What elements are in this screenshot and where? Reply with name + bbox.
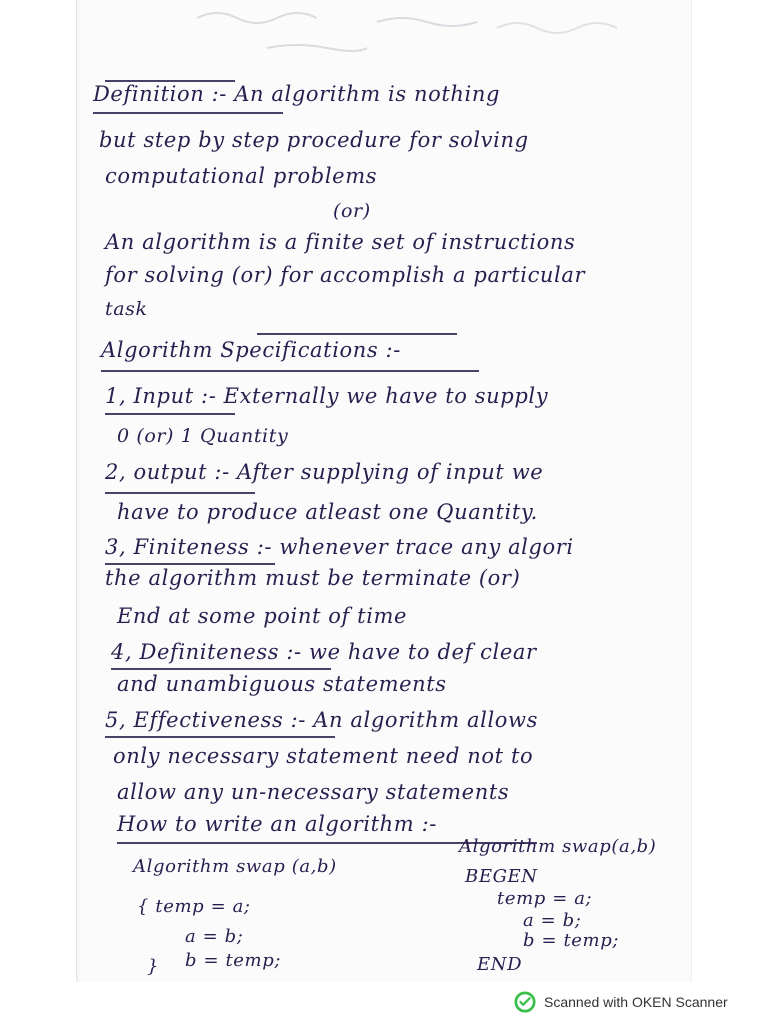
code-right-line-5: b = temp; [523, 930, 619, 951]
code-left-line-4: b = temp; [185, 950, 281, 971]
specifications-overline [257, 333, 457, 335]
code-left-line-3: a = b; [185, 926, 244, 947]
spec-input-line-2: 0 (or) 1 Quantity [117, 425, 289, 447]
definition-alt-line-1: An algorithm is a finite set of instructions [105, 230, 576, 254]
spec-effectiveness-line-1: 5, Effectiveness :- An algorithm allows [105, 708, 538, 732]
definition-line-3: computational problems [105, 164, 378, 188]
or-separator: (or) [333, 200, 371, 222]
specifications-heading: Algorithm Specifications :- [101, 338, 401, 362]
effectiveness-underline [105, 736, 335, 738]
definiteness-underline [111, 668, 331, 670]
ghost-scribble-top [77, 0, 691, 70]
spec-finiteness-line-3: End at some point of time [117, 604, 408, 628]
definition-overline [105, 80, 235, 82]
code-right-line-1: Algorithm swap(a,b) [459, 836, 657, 857]
definition-alt-line-3: task [105, 298, 148, 320]
code-right-line-2: BEGEN [465, 866, 538, 887]
code-right-line-6: END [477, 954, 523, 975]
oken-scanner-logo-icon [514, 991, 536, 1013]
code-right-line-3: temp = a; [497, 888, 593, 909]
spec-finiteness-line-2: the algorithm must be terminate (or) [105, 566, 521, 590]
output-underline [105, 492, 255, 494]
finiteness-underline [105, 563, 275, 565]
definition-line-1: Definition :- An algorithm is nothing [93, 82, 501, 106]
specifications-underline [101, 370, 479, 372]
spec-effectiveness-line-2: only necessary statement need not to [113, 744, 534, 768]
scanner-watermark-text: Scanned with OKEN Scanner [544, 994, 728, 1010]
scanner-watermark [514, 990, 728, 1014]
code-left-line-1: Algorithm swap (a,b) [133, 856, 337, 877]
notebook-page [76, 0, 692, 982]
spec-definiteness-line-2: and unambiguous statements [117, 672, 447, 696]
spec-output-line-2: have to produce atleast one Quantity. [117, 500, 538, 524]
definition-alt-line-2: for solving (or) for accomplish a particular [105, 263, 586, 287]
definition-line-2: but step by step procedure for solving [99, 128, 529, 152]
spec-finiteness-line-1: 3, Finiteness :- whenever trace any algori [105, 535, 574, 559]
spec-definiteness-line-1: 4, Definiteness :- we have to def clear [111, 640, 537, 664]
definition-underline [93, 112, 283, 114]
spec-input-line-1: 1, Input :- Externally we have to supply [105, 384, 549, 408]
spec-output-line-1: 2, output :- After supplying of input we [105, 460, 544, 484]
code-left-line-2: { temp = a; [137, 896, 251, 917]
how-to-write-heading: How to write an algorithm :- [117, 812, 437, 836]
code-right-line-4: a = b; [523, 910, 582, 931]
code-left-line-5: } [147, 956, 160, 977]
input-underline [105, 413, 235, 415]
spec-effectiveness-line-3: allow any un-necessary statements [117, 780, 510, 804]
